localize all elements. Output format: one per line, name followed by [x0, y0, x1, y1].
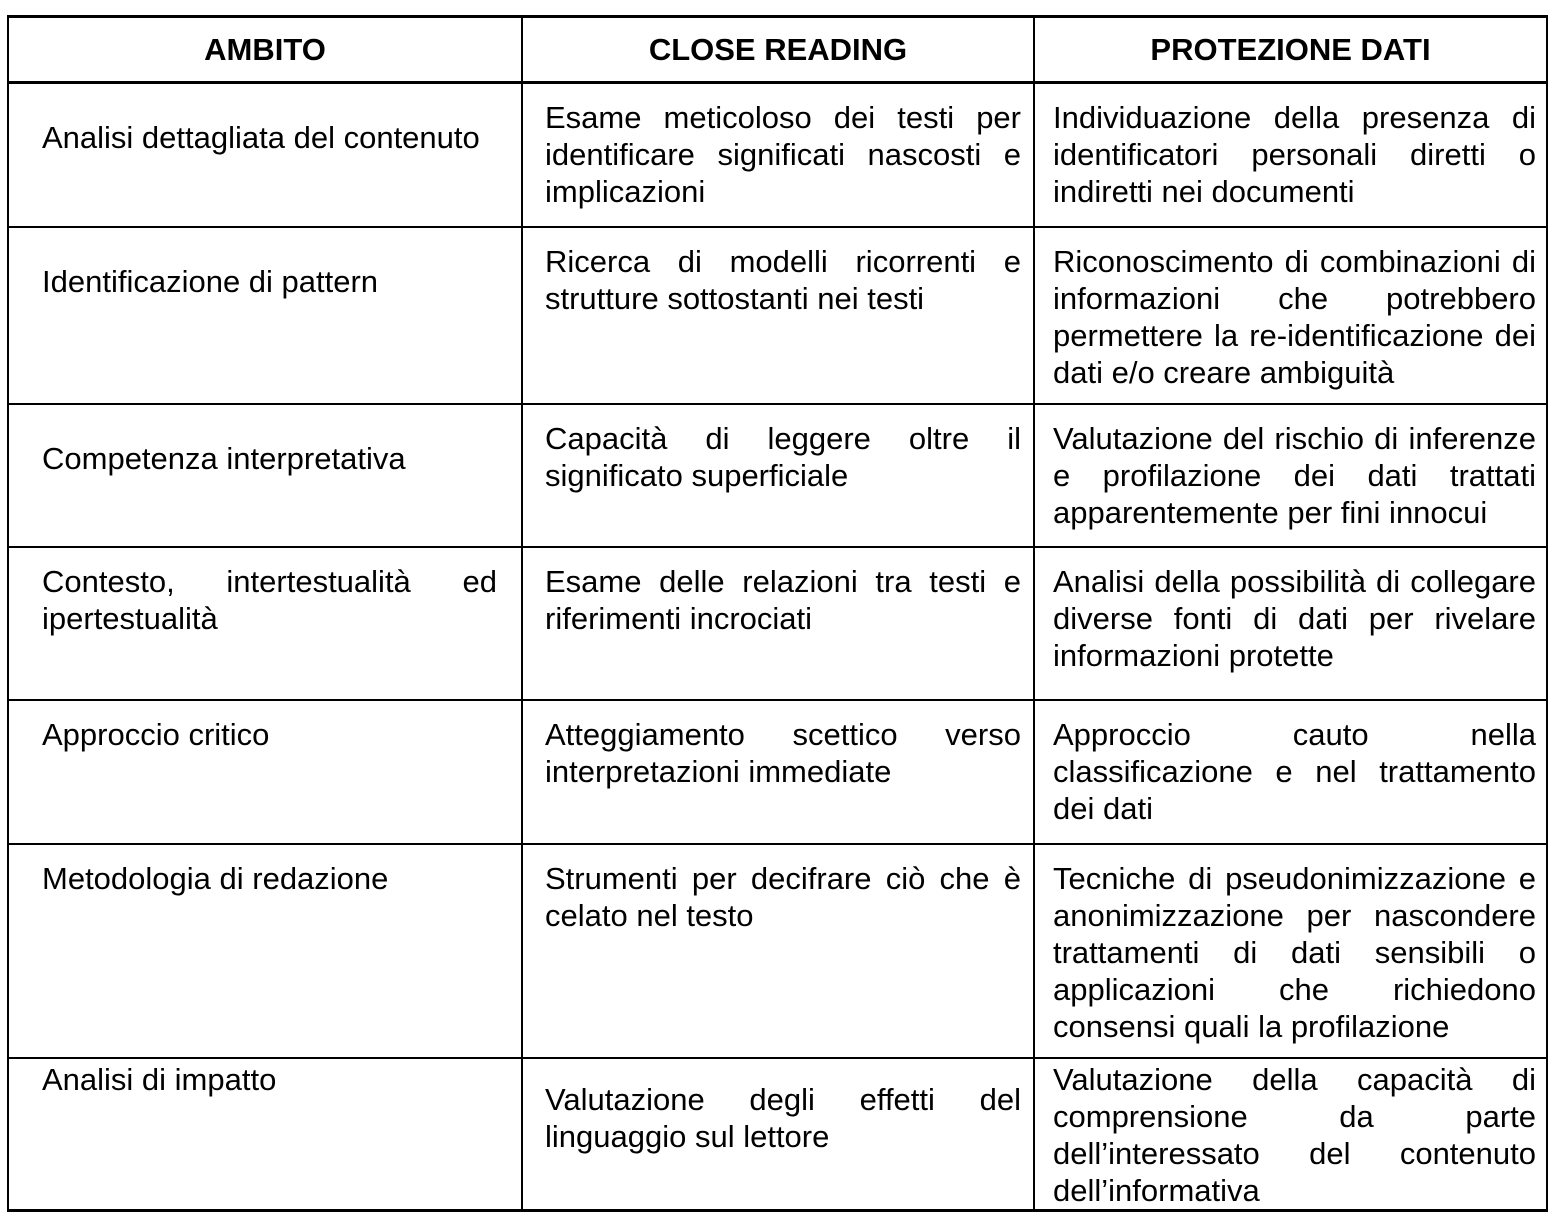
cell-close-reading: Ricerca di modelli ricorrenti e strutture sottostanti nei testi [522, 227, 1034, 404]
table-row [8, 404, 1547, 547]
cell-ambito: Analisi dettagliata del contenuto [8, 83, 522, 227]
cell-protezione-dati: Valutazione del rischio di inferenze e profilazione dei dati trattati apparentemente per fini innocui [1034, 404, 1547, 547]
cell-close-reading: Esame meticoloso dei testi per identificare significati nascosti e implicazioni [522, 83, 1034, 227]
cell-close-reading: Strumenti per decifrare ciò che è celato nel testo [522, 844, 1034, 1058]
cell-ambito: Contesto, intertestualità ed ipertestualità [8, 547, 522, 700]
cell-protezione-dati: Analisi della possibilità di collegare diverse fonti di dati per rivelare informazioni protette [1034, 547, 1547, 700]
cell-protezione-dati: Individuazione della presenza di identificatori personali diretti o indiretti nei documenti [1034, 83, 1547, 227]
table-row [8, 1058, 1547, 1211]
column-header-ambito: AMBITO [8, 17, 522, 83]
cell-ambito: Metodologia di redazione [8, 844, 522, 1058]
cell-close-reading: Atteggiamento scettico verso interpretazioni immediate [522, 700, 1034, 844]
cell-protezione-dati: Riconoscimento di combinazioni di informazioni che potrebbero permettere la re-identificazione dei dati e/o creare ambiguità [1034, 227, 1547, 404]
cell-close-reading: Capacità di leggere oltre il significato superficiale [522, 404, 1034, 547]
table-row [8, 547, 1547, 700]
cell-ambito: Identificazione di pattern [8, 227, 522, 404]
cell-close-reading: Esame delle relazioni tra testi e riferimenti incrociati [522, 547, 1034, 700]
cell-protezione-dati: Approccio cauto nella classificazione e nel trattamento dei dati [1034, 700, 1547, 844]
table-row [8, 844, 1547, 1058]
cell-protezione-dati: Valutazione della capacità di comprensione da parte dell’interessato del contenuto dell’informativa [1034, 1058, 1547, 1211]
cell-ambito: Analisi di impatto [8, 1058, 522, 1211]
table-header-row [8, 17, 1547, 83]
cell-close-reading: Valutazione degli effetti del linguaggio sul lettore [522, 1058, 1034, 1211]
cell-ambito: Competenza interpretativa [8, 404, 522, 547]
comparison-table [7, 15, 1548, 1212]
cell-ambito: Approccio critico [8, 700, 522, 844]
table-row [8, 227, 1547, 404]
cell-protezione-dati: Tecniche di pseudonimizzazione e anonimizzazione per nascondere trattamenti di dati sensibili o applicazioni che richiedono consensi quali la profilazione [1034, 844, 1547, 1058]
column-header-protezione-dati: PROTEZIONE DATI [1034, 17, 1547, 83]
column-header-close-reading: CLOSE READING [522, 17, 1034, 83]
table-row [8, 700, 1547, 844]
table-row [8, 83, 1547, 227]
